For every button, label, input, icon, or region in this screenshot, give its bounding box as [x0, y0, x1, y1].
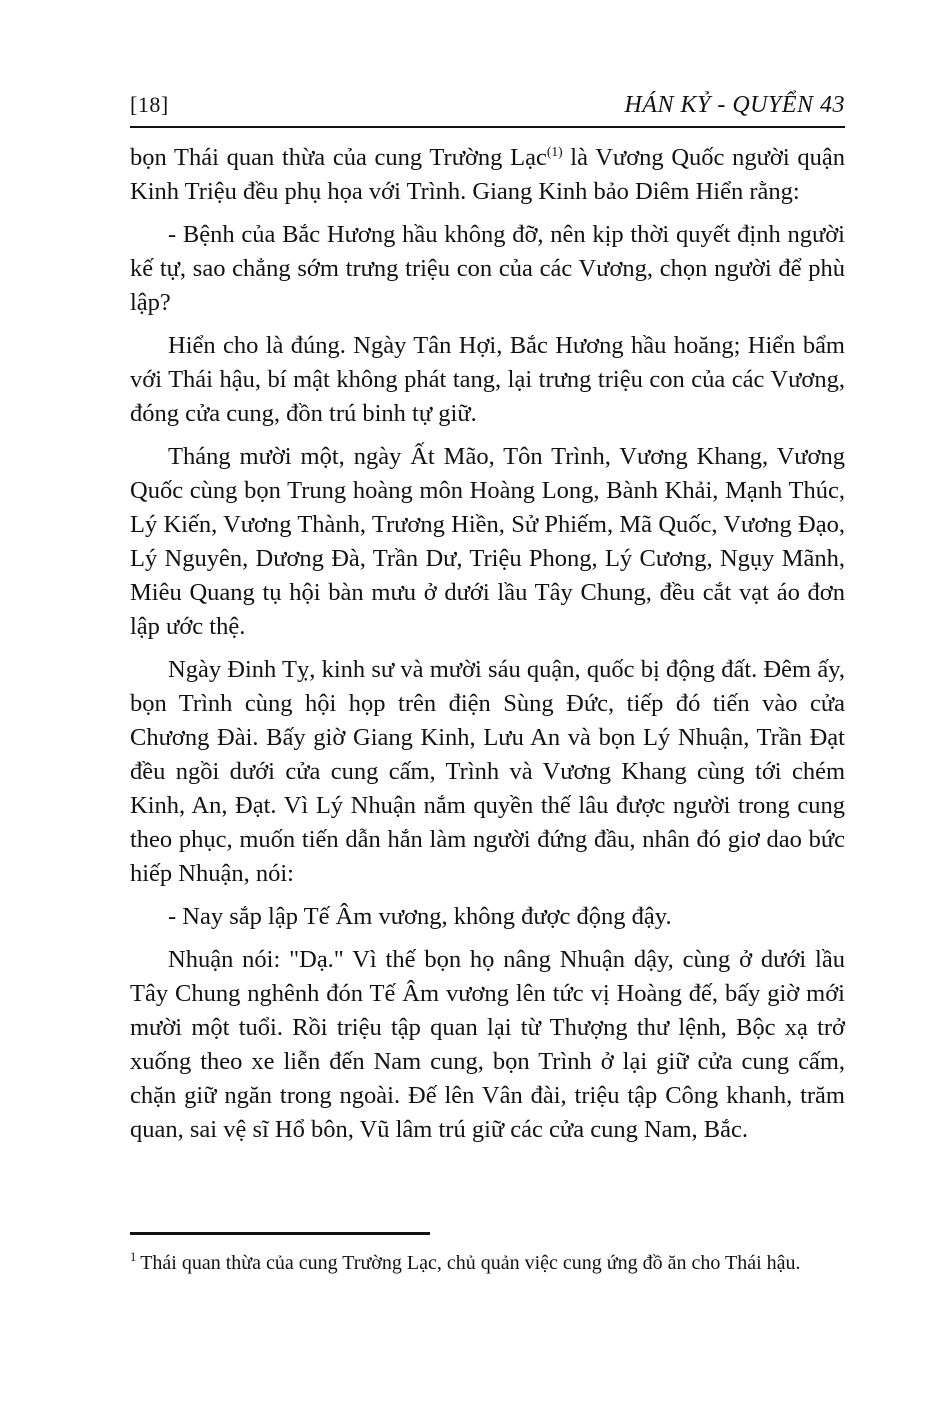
footnote-text: Thái quan thừa của cung Trường Lạc, chủ quản việc cung ứng đồ ăn cho Thái hậu. [140, 1252, 801, 1274]
footnote-divider-rule [130, 1232, 430, 1235]
paragraph-text: bọn Thái quan thừa của cung Trường Lạc [130, 144, 547, 171]
page-body [130, 141, 845, 1156]
footnote-section [130, 1232, 845, 1276]
paragraph-text: là Vương Quốc người quận Kinh Triệu đều phụ họa với Trình. Giang Kinh bảo Diêm Hiển rằng: [130, 144, 845, 205]
paragraph: Ngày Đinh Tỵ, kinh sư và mười sáu quận, quốc bị động đất. Đêm ấy, bọn Trình cùng hội họp trên điện Sùng Đức, tiếp đó tiến vào cửa Chương Đài. Bấy giờ Giang Kinh, Lưu An và bọn Lý Nhuận, Trần Đạt đều ngồi dưới cửa cung cấm, Trình và Vương Khang cùng tới chém Kinh, An, Đạt. Vì Lý Nhuận nắm quyền thế lâu được người trong cung theo phục, muốn tiến dẫn hắn làm người đứng đầu, nhân đó giơ dao bức hiếp Nhuận, nói: [130, 656, 845, 887]
paragraph-continuation [130, 141, 845, 209]
page-header [130, 92, 845, 128]
paragraph: Tháng mười một, ngày Ất Mão, Tôn Trình, Vương Khang, Vương Quốc cùng bọn Trung hoàng môn Hoàng Long, Bành Khải, Mạnh Thúc, Lý Kiến, Vương Thành, Trương Hiền, Sử Phiếm, Mã Quốc, Vương Đạo, Lý Nguyên, Dương Đà, Trần Dư, Triệu Phong, Lý Cương, Ngụy Mãnh, Miêu Quang tụ hội bàn mưu ở dưới lầu Tây Chung, đều cắt vạt áo đơn lập ước thệ. [130, 443, 845, 640]
footnote-marker: 1 [130, 1250, 137, 1265]
paragraph-dialogue: - Bệnh của Bắc Hương hầu không đỡ, nên kịp thời quyết định người kế tự, sao chẳng sớm trưng triệu con của các Vương, chọn người để phù lập? [130, 221, 845, 316]
paragraph: Nhuận nói: "Dạ." Vì thế bọn họ nâng Nhuận dậy, cùng ở dưới lầu Tây Chung nghênh đón Tế Âm vương lên tức vị Hoàng đế, bấy giờ mới mười một tuổi. Rồi triệu tập quan lại từ Thượng thư lệnh, Bộc xạ trở xuống theo xe liễn đến Nam cung, bọn Trình ở lại giữ cửa cung cấm, chặn giữ ngăn trong ngoài. Đế lên Vân đài, triệu tập Công khanh, trăm quan, sai vệ sĩ Hổ bôn, Vũ lâm trú giữ các cửa cung Nam, Bắc. [130, 946, 845, 1143]
paragraph: Hiển cho là đúng. Ngày Tân Hợi, Bắc Hương hầu hoăng; Hiển bẩm với Thái hậu, bí mật không phát tang, lại trưng triệu con của các Vương, đóng cửa cung, đồn trú binh tự giữ. [130, 332, 845, 427]
footnote-reference: (1) [546, 143, 563, 159]
page-number: [18] [130, 92, 169, 117]
running-title: HÁN KỶ - QUYỂN 43 [624, 92, 845, 118]
paragraph-dialogue: - Nay sắp lập Tế Âm vương, không được động đậy. [168, 903, 672, 930]
footnote [130, 1250, 845, 1276]
